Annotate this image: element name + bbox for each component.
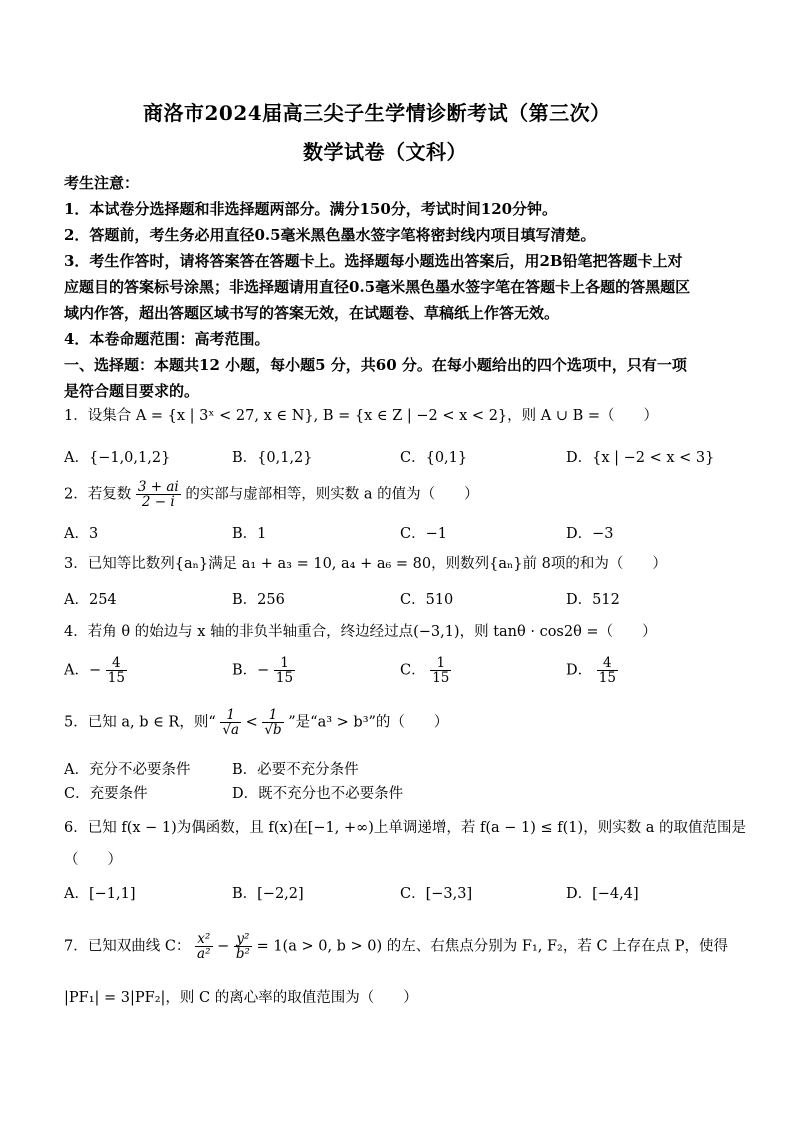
question-3-option-a: A．254 (64, 592, 117, 608)
question-7-post: = 1(a > 0, b > 0) 的左、右焦点分别为 F₁, F₂，若 C 上存在点 P，使得 (256, 938, 729, 955)
question-7-fraction-1 (195, 932, 212, 961)
question-4-d-den: 15 (598, 670, 616, 687)
question-1-option-c: C．{0,1} (400, 450, 468, 466)
question-4-b-num: 1 (274, 656, 295, 671)
note-2: 2．答题前，考生务必用直径0.5毫米黑色墨水签字笔将密封线内项目填写清楚。 (64, 226, 596, 244)
question-7-stem (64, 932, 728, 961)
question-3-option-c: C．510 (400, 592, 454, 608)
question-2-stem (64, 480, 479, 509)
question-7-minus: − (217, 938, 234, 955)
question-5-f2-den: √b (264, 722, 282, 739)
section-heading: 一、选择题：本题共12 小题，每小题5 分，共60 分。在每小题给出的四个选项中，只有一项 (64, 356, 687, 374)
question-3-option-d: D．512 (566, 592, 620, 608)
question-2-option-d: D．−3 (566, 526, 614, 542)
question-6-option-a: A．[−1,1] (64, 886, 136, 902)
section-heading-cont: 是符合题目要求的。 (64, 382, 200, 400)
question-6-option-c: C．[−3,3] (400, 886, 473, 902)
question-4-option-b (232, 656, 295, 685)
question-4-option-a (64, 656, 127, 685)
notes-header: 考生注意： (64, 174, 140, 192)
question-5-post: ”是“a³ > b³”的（ ） (288, 714, 449, 731)
question-4-option-b-label: B．− (232, 662, 270, 679)
question-4-c-den: 15 (432, 670, 450, 687)
question-4-d-num: 4 (597, 656, 618, 671)
question-2-fraction (136, 480, 181, 509)
exam-subtitle: 数学试卷（文科） (303, 140, 467, 164)
question-4-a-den: 15 (107, 670, 125, 687)
exam-title: 商洛市2024届高三尖子生学情诊断考试（第三次） (143, 101, 611, 125)
question-2-numerator: 3 + ai (137, 479, 179, 495)
question-1-option-d: D．{x | −2 < x < 3} (566, 450, 715, 466)
question-4-option-d (566, 656, 618, 685)
question-6-option-d: D．[−4,4] (566, 886, 639, 902)
question-6-stem-cont: （ ） (64, 852, 122, 868)
question-3-option-b: B．256 (232, 592, 285, 608)
question-7-fraction-2 (234, 932, 252, 961)
question-5-fraction-1 (220, 708, 241, 737)
question-5-less-than: < (245, 714, 263, 731)
question-5-option-b: B．必要不充分条件 (232, 762, 359, 778)
question-2-option-a: A．3 (64, 526, 99, 542)
question-4-stem: 4．若角 θ 的始边与 x 轴的非负半轴重合，终边经过点(−3,1)，则 tanθ · cos2θ =（ ） (64, 624, 657, 640)
question-4-option-c-fraction (430, 656, 451, 685)
note-3-cont-1: 应题目的答案标号涂黑；非选择题请用直径0.5毫米黑色墨水签字笔在答题卡上各题的答黑题区 (64, 278, 691, 296)
question-7-f1-den: a² (197, 946, 211, 963)
question-5-fraction-2 (262, 708, 283, 737)
question-2-pre: 2．若复数 (64, 486, 132, 503)
question-5-f1-num: 1 (220, 708, 241, 723)
question-4-b-den: 15 (275, 670, 294, 687)
question-5-stem (64, 708, 448, 737)
question-2-option-c: C．−1 (400, 526, 447, 542)
question-4-option-c-label: C． (400, 662, 426, 679)
question-5-option-a: A．充分不必要条件 (64, 762, 191, 778)
question-2-denominator: 2 − i (141, 494, 175, 511)
question-2-post: 的实部与虚部相等，则实数 a 的值为（ ） (185, 486, 479, 503)
question-7-f1-num: x² (195, 932, 212, 947)
question-5-f1-den: √a (222, 722, 240, 739)
question-7-stem-cont: |PF₁| = 3|PF₂|，则 C 的离心率的取值范围为（ ） (64, 990, 418, 1006)
question-4-option-a-fraction (106, 656, 127, 685)
question-1-option-a: A．{−1,0,1,2} (64, 450, 171, 466)
question-1-stem: 1．设集合 A = {x | 3ˣ < 27, x ∈ N}, B = {x ∈ Z | −2 < x < 2}，则 A ∪ B =（ ） (64, 408, 659, 424)
question-4-option-d-fraction (597, 656, 618, 685)
question-7-f2-den: b² (235, 946, 250, 963)
question-5-option-d: D．既不充分也不必要条件 (232, 786, 404, 802)
question-7-pre: 7．已知双曲线 C： (64, 938, 191, 955)
question-4-option-d-label: D． (566, 662, 593, 679)
question-4-option-c (400, 656, 451, 685)
note-1: 1．本试卷分选择题和非选择题两部分。满分150分，考试时间120分钟。 (64, 200, 558, 218)
question-7-f2-num: y² (234, 932, 252, 947)
note-3-cont-2: 域内作答，超出答题区域书写的答案无效，在试题卷、草稿纸上作答无效。 (64, 304, 560, 322)
question-4-option-a-label: A．− (64, 662, 102, 679)
question-1-option-b: B．{0,1,2} (232, 450, 313, 466)
question-5-option-c: C．充要条件 (64, 786, 148, 802)
question-3-stem: 3．已知等比数列{aₙ}满足 a₁ + a₃ = 10, a₄ + a₆ = 80，则数列{aₙ}前 8项的和为（ ） (64, 556, 667, 572)
question-2-option-b: B．1 (232, 526, 267, 542)
question-6-option-b: B．[−2,2] (232, 886, 304, 902)
note-3: 3．考生作答时，请将答案答在答题卡上。选择题每小题选出答案后，用2B铅笔把答题卡上对 (64, 252, 683, 270)
question-5-f2-num: 1 (262, 708, 283, 723)
question-6-stem: 6．已知 f(x − 1)为偶函数，且 f(x)在[−1, +∞)上单调递增，若 f(a − 1) ≤ f(1)，则实数 a 的取值范围是 (64, 820, 747, 836)
question-5-pre: 5．已知 a, b ∈ R，则“ (64, 714, 216, 731)
question-4-a-num: 4 (106, 656, 127, 671)
question-4-option-b-fraction (274, 656, 295, 685)
note-4: 4．本卷命题范围：高考范围。 (64, 330, 270, 348)
question-4-c-num: 1 (430, 656, 451, 671)
